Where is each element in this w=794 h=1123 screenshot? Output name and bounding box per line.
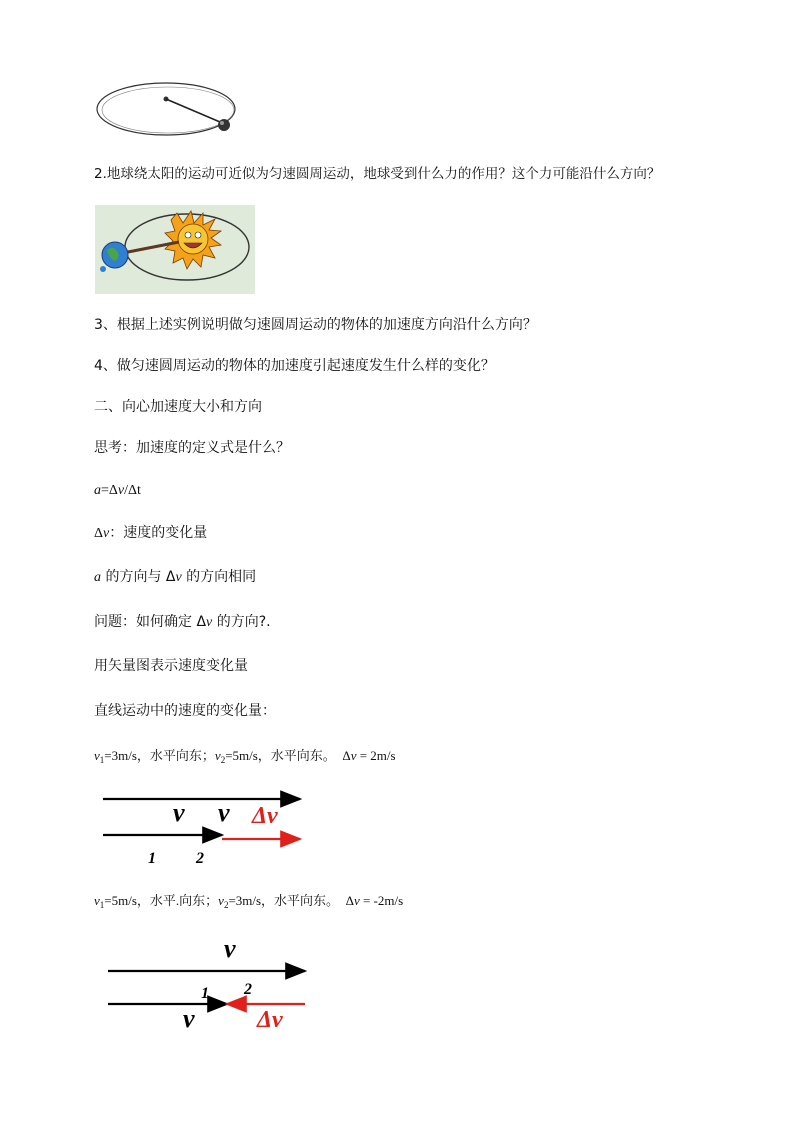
orbit-sketch-figure <box>96 80 246 142</box>
question-4: 4、做匀速圆周运动的物体的加速度引起速度发生什么样的变化？ <box>94 358 495 374</box>
label-1: 1 <box>148 850 156 867</box>
label-v-top: v <box>224 934 236 963</box>
earth-sun-cartoon-figure <box>95 205 255 294</box>
case-2-values: $v_1=5m/s$，水平.向东；$v_2=3m/s$，水平向东。 Δv = -2m/s <box>94 893 404 910</box>
question-2: 2.地球绕太阳的运动可近似为匀速圆周运动，地球受到什么力的作用？这个力可能沿什么方向？ <box>94 166 661 182</box>
label-2: 2 <box>244 981 252 998</box>
think-prompt: 思考：加速度的定义式是什么？ <box>94 440 290 456</box>
label-delta-v: Δv <box>257 1007 283 1033</box>
vector-diagram-1 <box>100 785 310 870</box>
case-1-values: $v_1=3m/s$，水平向东；$v_2=5m/s$，水平向东。 Δv = 2m/s <box>94 748 396 765</box>
vector-diagram-2 <box>105 930 315 1035</box>
label-v-bottom: v <box>183 1004 195 1033</box>
label-v-mid: v <box>218 798 230 827</box>
label-1: 1 <box>201 985 209 1002</box>
section-heading-2: 二、向心加速度大小和方向 <box>94 399 262 415</box>
label-2: 2 <box>196 850 204 867</box>
vector-diagram-title: 用矢量图表示速度变化量 <box>94 658 248 674</box>
linear-motion-title: 直线运动中的速度的变化量： <box>94 703 276 719</box>
direction-question: 问题：如何确定 Δv 的方向?. <box>94 614 271 630</box>
same-direction-statement: a 的方向与 Δv 的方向相同 <box>94 569 257 585</box>
question-3: 3、根据上述实例说明做匀速圆周运动的物体的加速度方向沿什么方向？ <box>94 317 537 333</box>
label-v-top: v <box>173 798 185 827</box>
acceleration-formula: a=Δv/Δt <box>94 483 141 498</box>
delta-v-definition: Δv：速度的变化量 <box>94 525 208 541</box>
label-delta-v: Δv <box>252 803 278 829</box>
